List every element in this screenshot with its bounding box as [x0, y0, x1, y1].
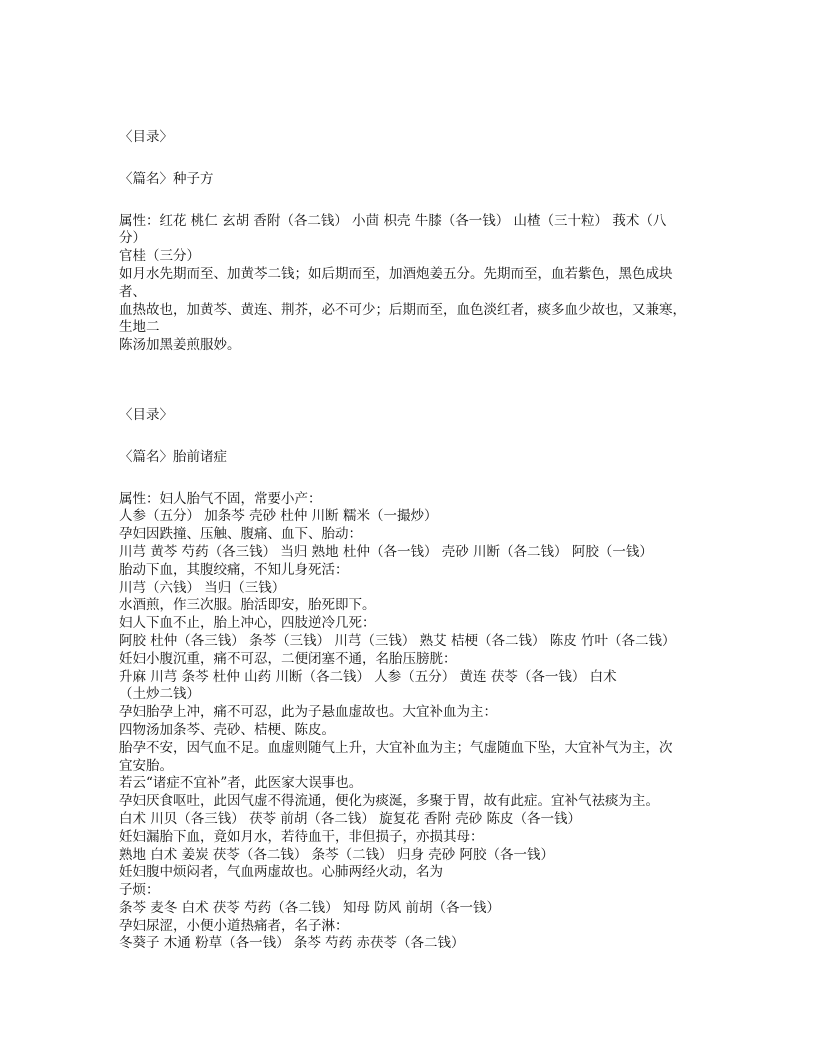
text-line: 者、: [119, 283, 146, 300]
text-line: 血热故也，加黄芩、黄连、荆芥，必不可少；后期而至，血色淡红者，痰多血少故也，又兼寒，: [119, 301, 686, 318]
text-line: 胎动下血，其腹绞痛，不知儿身死活：: [119, 561, 349, 578]
toc-heading: 〈目录〉: [119, 406, 173, 423]
text-line: 如月水先期而至、加黄芩二钱；如后期而至，加酒炮姜五分。先期而至，血若紫色，黑色成块: [119, 265, 673, 282]
text-line: 胎孕不安，因气血不足。血虚则随气上升，大宜补血为主；气虚随血下坠，大宜补气为主，次: [119, 739, 673, 756]
text-line: 属性：红花 桃仁 玄胡 香附（各二钱） 小茴 枳壳 牛膝（各一钱） 山楂（三十粒） 莪术（八: [119, 212, 667, 229]
text-line: 陈汤加黑姜煎服妙。: [119, 337, 241, 354]
text-line: 孕妇胎孕上冲，痛不可忍，此为子悬血虚故也。大宜补血为主：: [119, 704, 497, 721]
text-line: 宜安胎。: [119, 757, 173, 774]
chapter-title: 〈篇名〉种子方: [119, 170, 214, 187]
text-line: 水酒煎，作三次服。胎活即安，胎死即下。: [119, 597, 376, 614]
text-line: 四物汤加条芩、壳砂、桔梗、陈皮。: [119, 721, 335, 738]
text-line: 川芎 黄芩 芍药（各三钱） 当归 熟地 杜仲（各一钱） 壳砂 川断（各二钱） 阿胶（一钱）: [119, 543, 653, 560]
text-line: 妊妇腹中烦闷者，气血两虚故也。心肺两经火动，名为: [119, 864, 443, 881]
text-line: 冬葵子 木通 粉草（各一钱） 条芩 芍药 赤茯苓（各二钱）: [119, 935, 465, 952]
text-line: 若云“诸症不宜补”者，此医家大误事也。: [119, 775, 363, 792]
text-line: 妊妇小腹沉重，痛不可忍，二便闭塞不通，名胎压膀胱：: [119, 650, 457, 667]
document-section: [119, 129, 709, 355]
text-line: 妇人下血不止，胎上冲心，四肢逆冷几死：: [119, 615, 376, 632]
section-spacer: [119, 355, 709, 407]
text-line: （土炒二钱）: [119, 686, 200, 703]
spacer: [119, 147, 709, 171]
text-line: 白术 川贝（各三钱） 茯苓 前胡（各二钱） 旋复花 香附 壳砂 陈皮（各一钱）: [119, 810, 582, 827]
text-line: 阿胶 杜仲（各三钱） 条芩（三钱） 川芎（三钱） 熟艾 桔梗（各二钱） 陈皮 竹叶（各二钱）: [119, 632, 676, 649]
text-line: 分）: [119, 230, 146, 247]
text-line: 升麻 川芎 条芩 杜仲 山药 川断（各二钱） 人参（五分） 黄连 茯苓（各一钱） 白术: [119, 668, 617, 685]
text-line: 人参（五分） 加条芩 壳砂 杜仲 川断 糯米（一撮炒）: [119, 508, 438, 525]
toc-heading: 〈目录〉: [119, 129, 173, 145]
text-line: 熟地 白术 姜炭 茯苓（各二钱） 条芩（二钱） 归身 壳砂 阿胶（各一钱）: [119, 846, 555, 863]
spacer: [119, 189, 709, 213]
text-line: 妊妇漏胎下血，竟如月水，若待血干，非但损子，亦损其母：: [119, 828, 484, 845]
spacer: [119, 425, 709, 449]
document-page: [119, 129, 709, 953]
text-line: 孕妇因跌撞、压触、腹痛、血下、胎动：: [119, 526, 362, 543]
text-line: 川芎（六钱） 当归（三钱）: [119, 579, 286, 596]
text-line: 官桂（三分）: [119, 248, 200, 265]
text-line: 条芩 麦冬 白术 茯苓 芍药（各二钱） 知母 防风 前胡（各一钱）: [119, 899, 501, 916]
document-section: [119, 407, 709, 953]
text-line: 孕妇尿涩，小便小道热痛者，名子淋：: [119, 917, 349, 934]
spacer: [119, 467, 709, 491]
text-line: 生地二: [119, 319, 160, 336]
text-line: 孕妇厌食呕吐，此因气虚不得流通，便化为痰涎，多聚于胃，故有此症。宜补气祛痰为主。: [119, 793, 659, 810]
text-line: 属性：妇人胎气不固，常要小产：: [119, 490, 322, 507]
chapter-title: 〈篇名〉胎前诸症: [119, 448, 227, 465]
text-line: 子烦：: [119, 882, 160, 899]
